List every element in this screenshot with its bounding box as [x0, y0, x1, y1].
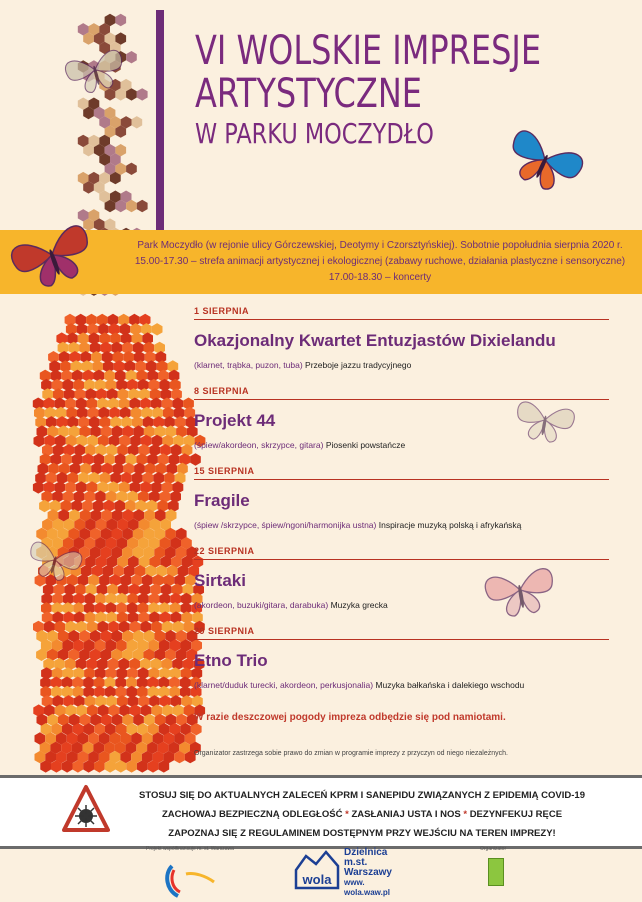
- butterfly-faded-icon: [64, 49, 128, 98]
- event-item: [194, 300, 609, 380]
- wola-logo-text: wola: [302, 872, 332, 887]
- event-date: 1 SIERPNIA: [194, 306, 250, 316]
- wola-logo: [292, 848, 342, 894]
- event-description: [194, 360, 609, 370]
- event-instruments: (śpiew/akordeon, skrzypce, gitara): [194, 440, 324, 450]
- organizer-logo: [488, 858, 504, 886]
- event-name: Fragile: [194, 491, 250, 510]
- organizer-block: [480, 846, 506, 886]
- event-date: 22 SIERPNIA: [194, 546, 255, 556]
- event-instruments: (klarnet, trąbka, puzon, tuba): [194, 360, 303, 370]
- district-url: wola.waw.pl: [344, 888, 390, 897]
- organizer-label: Organizator: [480, 846, 507, 852]
- district-line: Dzielnica: [344, 847, 388, 858]
- event-description: [194, 440, 609, 450]
- event-instruments: (klarnet/duduk turecki, akordeon, perkusjonalia): [194, 680, 374, 690]
- divider: [194, 639, 609, 640]
- event-description: [194, 520, 609, 530]
- divider: [194, 319, 609, 320]
- covid-mask: ZASŁANIAJ USTA I NOS: [351, 809, 461, 820]
- event-item: [194, 540, 609, 620]
- divider: [194, 399, 609, 400]
- butterfly-right-icon: [501, 128, 586, 200]
- cofinance-label: Projekt współfinansuje m. st. Warszawa: [146, 846, 234, 852]
- organizer-note: Organizator zastrzega sobie prawo do zmian w programie imprezy z przyczyn od niego niezależnych.: [194, 750, 508, 757]
- event-date: 15 SIERPNIA: [194, 466, 255, 476]
- title-line-3: W PARKU MOCZYDŁO: [195, 117, 434, 150]
- divider: [194, 559, 609, 560]
- event-name: Projekt 44: [194, 411, 276, 430]
- event-description: [194, 600, 609, 610]
- covid-line-3: ZAPOZNAJ SIĘ Z REGULAMINEM DOSTĘPNYM PRZY WEJŚCIU NA TEREN IMPREZY!: [168, 828, 556, 839]
- covid-distance: ZACHOWAJ BEZPIECZNĄ ODLEGŁOŚĆ: [161, 809, 343, 820]
- title-line-1: VI WOLSKIE IMPRESJE: [195, 28, 542, 74]
- covid-line-1: STOSUJ SIĘ DO AKTUALNYCH ZALECEŃ KPRM I SANEPIDU ZWIĄZANYCH Z EPIDEMIĄ COVID-19: [138, 790, 585, 801]
- rain-note: W razie deszczowej pogody impreza odbędzie się pod namiotami.: [194, 712, 506, 723]
- event-genre: Muzyka grecka: [330, 600, 388, 610]
- divider: [194, 479, 609, 480]
- event-list: [194, 300, 609, 700]
- district-line: Warszawy: [344, 867, 392, 878]
- event-genre: Przeboje jazzu tradycyjnego: [305, 360, 412, 370]
- wola-logo-block: [292, 847, 392, 899]
- event-genre: Piosenki powstańcze: [325, 440, 406, 450]
- event-genre: Muzyka bałkańska i dalekiego wschodu: [375, 680, 525, 690]
- butterfly-faded-icon: [25, 541, 84, 586]
- event-date: 8 SIERPNIA: [194, 386, 250, 396]
- district-line: m.st.: [344, 857, 368, 868]
- event-description: [194, 680, 609, 690]
- event-item: [194, 380, 609, 460]
- district-www: www.: [344, 878, 365, 887]
- band-location: Park Moczydło (w rejonie ulicy Górczewskiej, Deotymy i Czorsztyńskiej). Sobotnie popołudnia sierpnia 2020 r.: [137, 240, 623, 251]
- covid-line-2: [112, 805, 612, 824]
- event-genre: Inspiracje muzyką polską i afrykańską: [378, 520, 522, 530]
- event-name: Sirtaki: [194, 571, 246, 590]
- warsaw-logo: [160, 860, 230, 900]
- event-instruments: (śpiew /skrzypce, śpiew/ngoni/harmonijka ustna): [194, 520, 377, 530]
- event-name: Okazjonalny Kwartet Entuzjastów Dixielandu: [194, 331, 556, 350]
- district-info: [344, 848, 392, 898]
- covid-disinfect: DEZYNFEKUJ RĘCE: [469, 809, 563, 820]
- band-concerts: 17.00-18.30 – koncerty: [328, 272, 432, 283]
- event-item: [194, 620, 609, 700]
- warning-virus-icon: [62, 784, 110, 834]
- event-instruments: (akordeon, buzuki/gitara, darabuka): [194, 600, 329, 610]
- separator-asterisk: *: [463, 809, 468, 820]
- butterfly-left-icon: [9, 223, 99, 295]
- band-animation-zone: 15.00-17.30 – strefa animacji artystycznej i ekologicznej (zabawy ruchowe, działania plastyczne i sensoryczne): [134, 256, 626, 267]
- event-item: [194, 460, 609, 540]
- covid-text: [112, 786, 612, 843]
- title-line-2: ARTYSTYCZNE: [195, 71, 422, 117]
- cofinance-block: [146, 846, 234, 902]
- event-date: 29 SIERPNIA: [194, 626, 255, 636]
- covid-notice: [0, 775, 642, 849]
- separator-asterisk: *: [345, 809, 349, 820]
- event-name: Etno Trio: [194, 651, 268, 670]
